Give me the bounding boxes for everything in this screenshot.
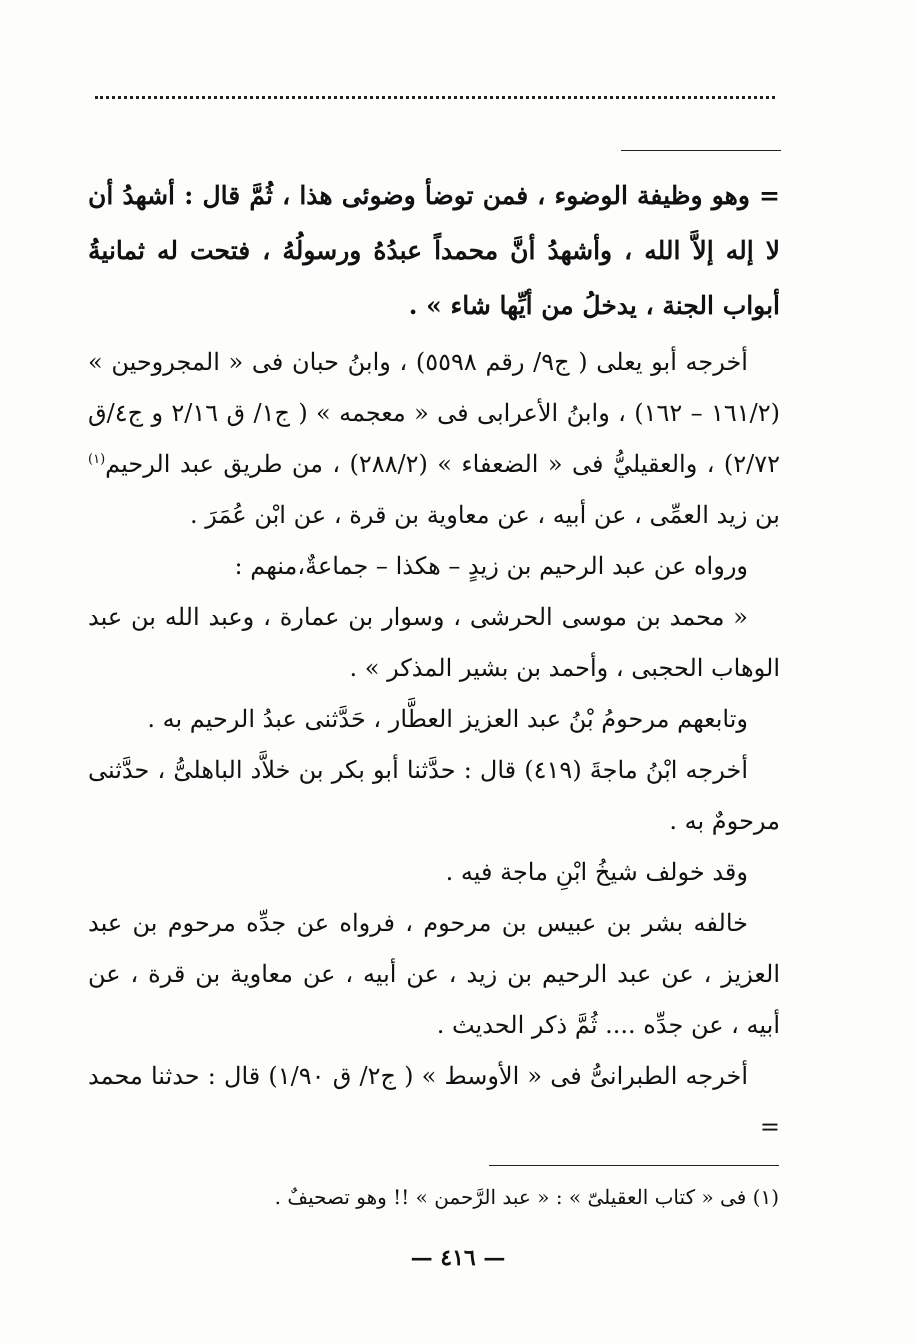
footnote: (١) فى « كتاب العقيلىّ » : « عبد الرَّحمن » !! وهو تصحيفٌ . bbox=[274, 1185, 779, 1209]
hadith-text-paragraph: = وهو وظيفة الوضوء ، فمن توضأ وضوئى هذا ، ثُمَّ قال : أشهدُ أن لا إله إلاَّ الله ، وأشهدُ أنَّ محمداً عبدُهُ ورسولُهُ ، فتحت له ثمانيةُ أبواب الجنة ، يدخلُ من أيِّها شاء » . bbox=[88, 181, 780, 320]
footnote-reference-mark: (١) bbox=[88, 452, 106, 467]
khalafahu-paragraph: خالفه بشر بن عبيس بن مرحوم ، فرواه عن جدِّه مرحوم بن عبد العزيز ، عن عبد الرحيم بن زيد ، عن أبيه ، عن معاوية بن قرة ، عن أبيه ، عن جدِّه .... ثُمَّ ذكر الحديث . bbox=[88, 909, 780, 1039]
takhrij-abu-yala-paragraph bbox=[88, 337, 780, 541]
footnote-separator bbox=[489, 1165, 779, 1166]
tabarani-paragraph: أخرجه الطبرانىُّ فى « الأوسط » ( ج٢/ ق ١/٩٠) قال : حدثنا محمد = bbox=[88, 1062, 780, 1141]
rawahu-paragraph: ورواه عن عبد الرحيم بن زيدٍ – هكذا – جماعةٌ،منهم : bbox=[234, 552, 748, 580]
main-text bbox=[88, 168, 780, 1153]
takhrij-text-after-mark: بن زيد العمِّى ، عن أبيه ، عن معاوية بن قرة ، عن ابْن عُمَرَ . bbox=[190, 501, 780, 529]
ibn-majah-paragraph: أخرجه ابْنُ ماجةَ (٤١٩) قال : حدَّثنا أبو بكر بن خلاَّد الباهلىُّ ، حدَّثنى مرحومٌ به . bbox=[88, 756, 780, 835]
top-rule bbox=[621, 150, 781, 151]
top-dotted-separator bbox=[95, 86, 775, 99]
page-number: — ٤١٦ — bbox=[410, 1245, 506, 1271]
khulifa-paragraph: وقد خولف شيخُ ابْنِ ماجة فيه . bbox=[445, 858, 748, 886]
narrators-list-paragraph: « محمد بن موسى الحرشى ، وسوار بن عمارة ، وعبد الله بن عبد الوهاب الحجبى ، وأحمد بن بشير المذكر » . bbox=[88, 603, 780, 682]
takhrij-text-before-mark: أخرجه أبو يعلى ( ج٩/ رقم ٥٥٩٨) ، وابنُ حبان فى « المجروحين » (١٦١/٢ – ١٦٢) ، وابنُ الأعرابى فى « معجمه » ( ج١/ ق ٢/١٦ و ج٤/ق ٢/٧٢) ، والعقيليُّ فى « الضعفاء » (٢٨٨/٢) ، من طريق عبد الرحيم bbox=[88, 348, 781, 478]
tabaahum-paragraph: وتابعهم مرحومُ بْنُ عبد العزيز العطَّار ، حَدَّثنى عبدُ الرحيم به . bbox=[147, 705, 748, 733]
